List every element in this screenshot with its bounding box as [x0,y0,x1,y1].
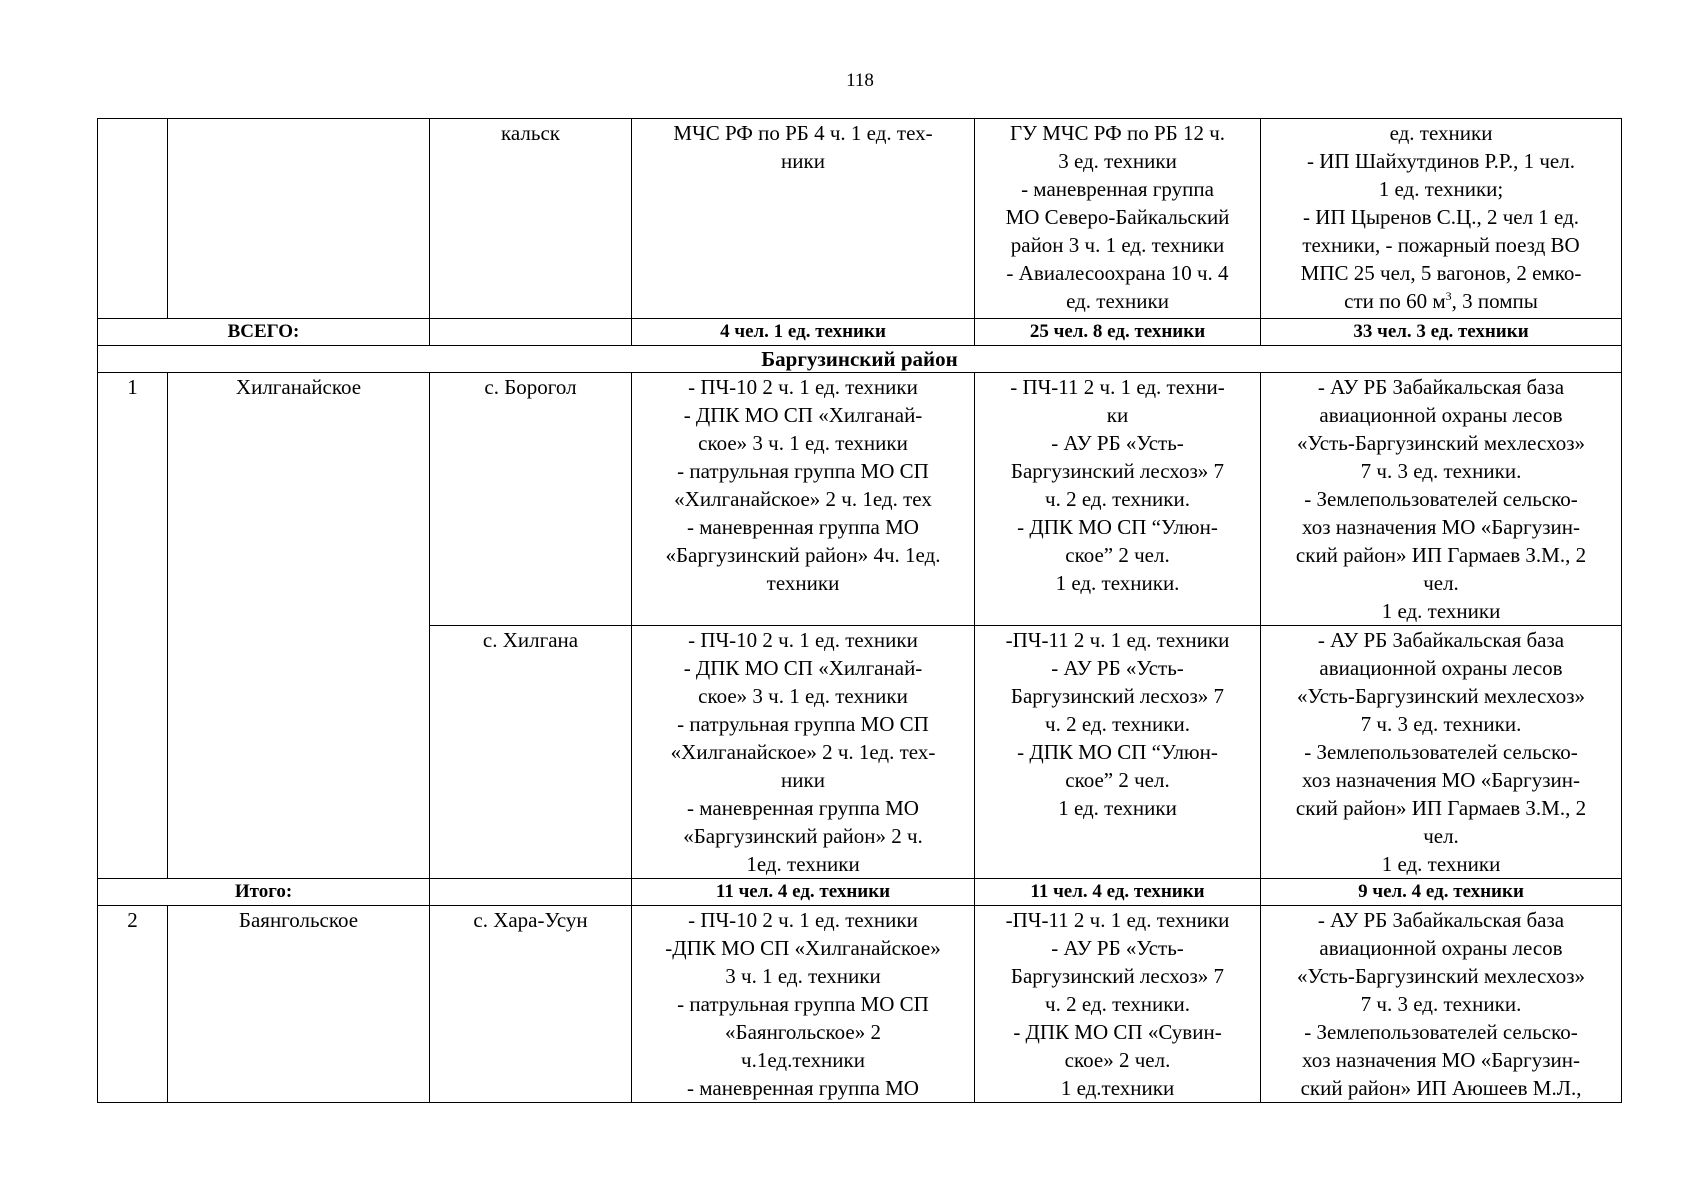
cell-line: хоз назначения МО «Баргузин- [1302,768,1580,792]
cell-third-echelon [1261,373,1622,626]
cell-line: хоз назначения МО «Баргузин- [1302,515,1580,539]
cell-line: кальск [501,121,560,145]
cell-line: «Баргузинский район» 4ч. 1ед. [665,543,941,567]
cell-settlement: с. Хилгана [430,626,632,879]
cell-settlement: с. Хара-Усун [430,906,632,1103]
cell-line: ское” 2 чел. [1065,543,1170,567]
cell-line: - Авиалесоохрана 10 ч. 4 [1006,261,1229,285]
cell-line: МПС 25 чел, 5 вагонов, 2 емко- [1300,261,1582,285]
cell-line: «Баргузинский район» 2 ч. [683,824,923,848]
cell-num: 2 [98,906,168,1103]
cell-line: 1 ед. техники; [1378,177,1504,201]
cell-line: - маневренная группа [1021,177,1214,201]
cell-sp: Хилганайское [168,373,430,879]
subtotal-second: 11 чел. 4 ед. техники [975,879,1261,906]
cell-line: авиационной охраны лесов [1319,656,1563,680]
cell-second-echelon [975,119,1261,319]
cell-line: - маневренная группа МО [687,796,919,820]
cell-settlement [430,119,632,319]
cell-line-with-superscript [1265,287,1617,315]
cell-third-echelon [1261,119,1622,319]
cell-line: 1 ед. техники [1058,796,1177,820]
cell-line: ч. 2 ед. техники. [1045,712,1190,736]
cell-line: Баргузинский лесхоз» 7 [1010,964,1225,988]
cell-line: ники [781,768,825,792]
cell-line: - АУ РБ Забайкальская база [1317,628,1565,652]
cell-line: - Землепользователей сельско- [1304,487,1578,511]
cell-line: 7 ч. 3 ед. техники. [1360,712,1522,736]
table-row-subtotal [98,879,1622,906]
cell-second-echelon [975,906,1261,1103]
cell-line: - АУ РБ Забайкальская база [1317,375,1565,399]
cell-line: «Усть-Баргузинский мехлесхоз» [1296,964,1586,988]
cell-third-echelon [1261,626,1622,879]
cell-line: - ДПК МО СП “Улюн- [1017,740,1218,764]
cell-line: - ПЧ-10 2 ч. 1 ед. техники [688,628,918,652]
cell-line: ед. техники [1066,289,1169,313]
cell-line: «Усть-Баргузинский мехлесхоз» [1296,684,1586,708]
cell-line: Баргузинский лесхоз» 7 [1010,459,1225,483]
cell-line: 1 ед. техники [1381,599,1501,623]
table-row-total [98,319,1622,346]
cell-line: МО Северо-Байкальский [1005,205,1230,229]
cell-sp: Баянгольское [168,906,430,1103]
cell-line: ед. техники [1389,121,1493,145]
cell-line: ское» 3 ч. 1 ед. техники [698,431,908,455]
cell-line: Баргузинский лесхоз» 7 [1010,684,1225,708]
cell-line: «Усть-Баргузинский мехлесхоз» [1296,431,1586,455]
cell-line: - ПЧ-11 2 ч. 1 ед. техни- [1010,375,1225,399]
page-number: 118 [846,70,874,91]
cell-line: 3 ед. техники [1058,149,1177,173]
cell-line: авиационной охраны лесов [1319,936,1563,960]
cell-line: - Землепользователей сельско- [1304,1020,1578,1044]
cell-line: - ИП Шайхутдинов Р.Р., 1 чел. [1307,149,1575,173]
cell-line: - ПЧ-10 2 ч. 1 ед. техники [688,375,918,399]
total-third: 33 чел. 3 ед. техники [1261,319,1622,346]
cell-third-echelon [1261,906,1622,1103]
cell-line: 3 ч. 1 ед. техники [725,964,881,988]
cell-line: ское» 3 ч. 1 ед. техники [698,684,908,708]
cell-line: ский район» ИП Гармаев З.М., 2 [1295,543,1587,567]
cell-line: ч. 2 ед. техники. [1045,487,1190,511]
total-second: 25 чел. 8 ед. техники [975,319,1261,346]
cell-line: авиационной охраны лесов [1319,403,1563,427]
cell-line: ч. 2 ед. техники. [1045,992,1190,1016]
resources-table [97,118,1622,1103]
cell-line: - патрульная группа МО СП [677,712,929,736]
cell-line: ское” 2 чел. [1065,768,1170,792]
cell-line: 7 ч. 3 ед. техники. [1360,992,1522,1016]
region-title: Баргузинский район [98,346,1622,373]
cell-line: -ПЧ-11 2 ч. 1 ед. техники [1005,628,1230,652]
cell-line: - патрульная группа МО СП [677,459,929,483]
cell-first-echelon [632,373,975,626]
cell-line: - патрульная группа МО СП [677,992,929,1016]
cell-line: район 3 ч. 1 ед. техники [1010,233,1225,257]
cell-line: - маневренная группа МО [687,515,919,539]
cell-line: хоз назначения МО «Баргузин- [1302,1048,1580,1072]
table-row-continuation [98,119,1622,319]
cell-num: 1 [98,373,168,879]
cell-line: - ДПК МО СП «Хилганай- [683,656,923,680]
cell-line: техники, - пожарный поезд ВО [1302,233,1580,257]
cell-line: 7 ч. 3 ед. техники. [1360,459,1522,483]
cell-line: ское» 2 чел. [1064,1048,1171,1072]
cell-line: 1 ед. техники [1381,852,1501,876]
table-row [98,373,1622,626]
cell-text: , 3 помпы [1451,289,1538,313]
total-label: ВСЕГО: [98,319,430,346]
cell-line: - ДПК МО СП «Сувин- [1013,1020,1222,1044]
total-first: 4 чел. 1 ед. техники [632,319,975,346]
cell-settlement: с. Борогол [430,373,632,626]
cell-line: «Баянгольское» 2 [725,1020,881,1044]
cell-second-echelon [975,626,1261,879]
table-row-region [98,346,1622,373]
cell-line: ГУ МЧС РФ по РБ 12 ч. [1009,121,1226,145]
superscript: 3 [1445,289,1452,303]
cell-second-echelon [975,373,1261,626]
cell-line: техники [766,571,840,595]
table-row [98,906,1622,1103]
cell-line: 1 ед. техники. [1055,571,1180,595]
cell-empty [430,879,632,906]
cell-line: ники [781,149,825,173]
cell-line: чел. [1423,824,1459,848]
cell-line: - АУ РБ «Усть- [1051,431,1184,455]
cell-line: - Землепользователей сельско- [1304,740,1578,764]
subtotal-third: 9 чел. 4 ед. техники [1261,879,1622,906]
cell-line: МЧС РФ по РБ 4 ч. 1 ед. тех- [673,121,933,145]
cell-line: - ДПК МО СП «Хилганай- [683,403,923,427]
cell-line: «Хилганайское» 2 ч. 1ед. тех [674,487,932,511]
cell-line: 1ед. техники [746,852,860,876]
cell-line: - АУ РБ Забайкальская база [1317,908,1565,932]
cell-line: «Хилганайское» 2 ч. 1ед. тех- [670,740,936,764]
cell-line: ки [1106,403,1129,427]
cell-line: 1 ед.техники [1060,1076,1175,1100]
cell-line: ч.1ед.техники [741,1048,865,1072]
cell-first-echelon [632,119,975,319]
cell-text: сти по 60 м [1344,289,1446,313]
cell-line: - маневренная группа МО [687,1076,919,1100]
cell-line: - ИП Цыренов С.Ц., 2 чел 1 ед. [1302,205,1580,229]
cell-first-echelon [632,626,975,879]
cell-first-echelon [632,906,975,1103]
subtotal-label: Итого: [98,879,430,906]
cell-line: - ДПК МО СП “Улюн- [1017,515,1218,539]
cell-line: -ДПК МО СП «Хилганайское» [665,936,941,960]
cell-num [98,119,168,319]
cell-sp [168,119,430,319]
subtotal-first: 11 чел. 4 ед. техники [632,879,975,906]
cell-line: - ПЧ-10 2 ч. 1 ед. техники [688,908,918,932]
cell-empty [430,319,632,346]
cell-line: ский район» ИП Аюшеев М.Л., [1300,1076,1582,1100]
cell-line: чел. [1423,571,1459,595]
cell-line: - АУ РБ «Усть- [1051,656,1184,680]
cell-line: -ПЧ-11 2 ч. 1 ед. техники [1005,908,1230,932]
cell-line: ский район» ИП Гармаев З.М., 2 [1295,796,1587,820]
cell-line: - АУ РБ «Усть- [1051,936,1184,960]
